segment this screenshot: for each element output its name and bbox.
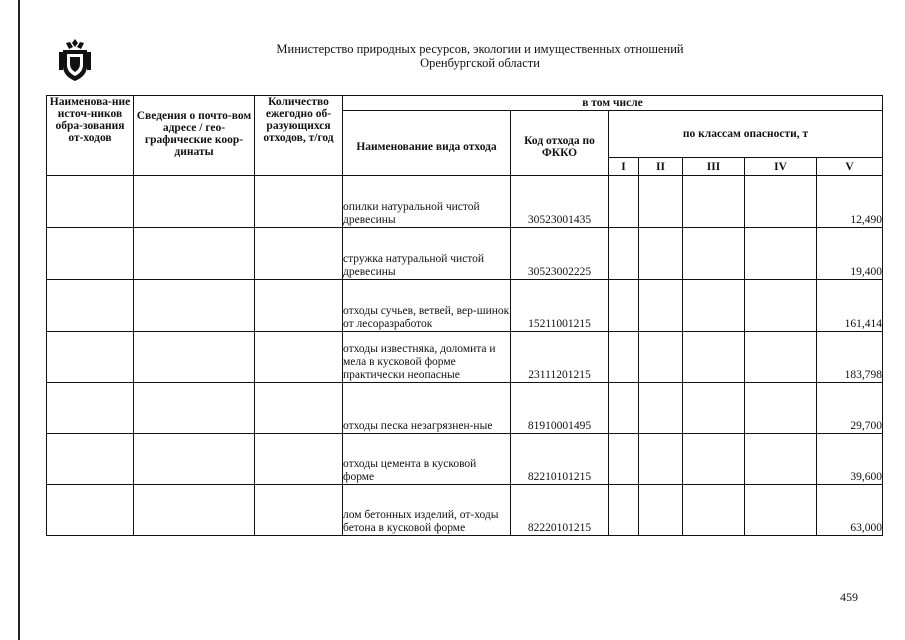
waste-name: опилки натуральной чистой древесины — [343, 176, 511, 228]
header-fkko: Код отхода по ФККО — [511, 111, 609, 176]
waste-name: отходы известняка, доломита и мела в кусковой форме практически неопасные — [343, 332, 511, 383]
waste-name: лом бетонных изделий, от-ходы бетона в кусковой форме — [343, 485, 511, 536]
class-v-value: 161,414 — [817, 280, 883, 332]
table-row — [47, 280, 883, 332]
fkko-code: 30523002225 — [511, 228, 609, 280]
waste-table — [46, 95, 883, 536]
waste-name: стружка натуральной чистой древесины — [343, 228, 511, 280]
page-number: 459 — [840, 590, 858, 604]
ministry-title: Министерство природных ресурсов, экологии и имущественных отношений — [276, 42, 684, 56]
fkko-code: 82210101215 — [511, 434, 609, 485]
class-header-i: I — [609, 158, 639, 176]
table-row — [47, 434, 883, 485]
header-including: в том числе — [343, 96, 883, 111]
header-hazard-classes: по классам опасности, т — [609, 111, 883, 158]
waste-name: отходы сучьев, ветвей, вер-шинок от лесоразработок — [343, 280, 511, 332]
waste-name: отходы песка незагрязнен-ные — [343, 383, 511, 434]
class-header-ii: II — [639, 158, 683, 176]
fkko-code: 82220101215 — [511, 485, 609, 536]
scan-left-edge — [18, 0, 20, 640]
fkko-code: 23111201215 — [511, 332, 609, 383]
table-row — [47, 332, 883, 383]
class-header-iv: IV — [745, 158, 817, 176]
header-waste-name: Наименование вида отхода — [343, 111, 511, 176]
table-row — [47, 383, 883, 434]
class-v-value: 183,798 — [817, 332, 883, 383]
fkko-code: 15211001215 — [511, 280, 609, 332]
header-address: Сведения о почто-вом адресе / гео-графические коор-динаты — [134, 96, 255, 176]
header-quantity: Количество ежегодно об-разующихся отходов, т/год — [255, 96, 343, 176]
class-v-value: 12,490 — [817, 176, 883, 228]
table-row — [47, 176, 883, 228]
region-title: Оренбургской области — [420, 56, 540, 70]
coat-of-arms-icon — [57, 38, 93, 82]
ministry-header — [230, 42, 730, 70]
class-v-value: 63,000 — [817, 485, 883, 536]
class-v-value: 39,600 — [817, 434, 883, 485]
waste-name: отходы цемента в кусковой форме — [343, 434, 511, 485]
class-header-v: V — [817, 158, 883, 176]
class-v-value: 19,400 — [817, 228, 883, 280]
fkko-code: 81910001495 — [511, 383, 609, 434]
fkko-code: 30523001435 — [511, 176, 609, 228]
class-v-value: 29,700 — [817, 383, 883, 434]
table-row — [47, 485, 883, 536]
table-row — [47, 228, 883, 280]
header-source: Наименова-ние источ-ников обра-зования от-ходов — [47, 96, 134, 176]
class-header-iii: III — [683, 158, 745, 176]
